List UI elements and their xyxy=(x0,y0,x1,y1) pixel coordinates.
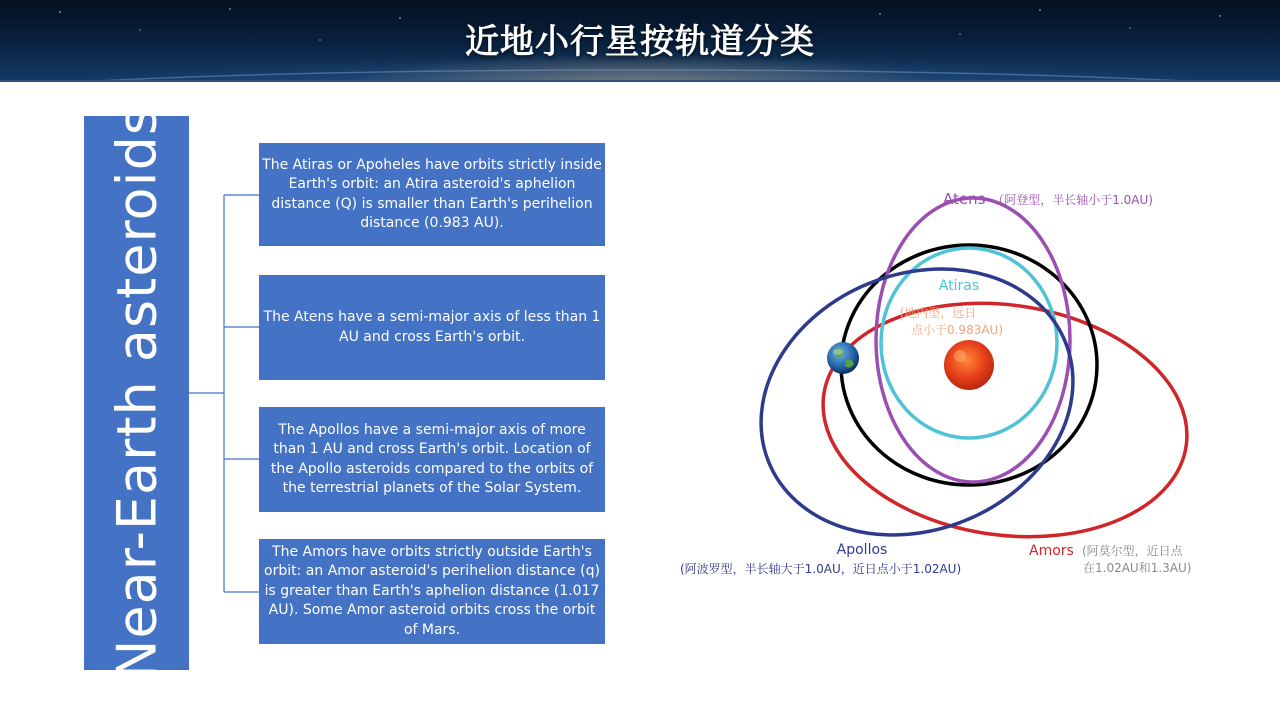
atens-label: Atens （阿登型，半长轴小于1.0AU) xyxy=(943,190,1153,208)
atiras-note-line1: (地内型，远日 xyxy=(899,306,977,320)
apollos-description-box xyxy=(259,407,605,512)
page-title: 近地小行星按轨道分类 xyxy=(465,22,815,62)
apollos-label: Apollos xyxy=(836,542,888,558)
amors-orbit xyxy=(808,281,1202,560)
amors-label: Amors xyxy=(1029,543,1074,559)
orbit-diagram xyxy=(670,180,1230,590)
amors-description-box xyxy=(259,539,605,644)
apollos-note: (阿波罗型，半长轴大于1.0AU，近日点小于1.02AU) xyxy=(680,562,962,576)
amors-note-line1: (阿莫尔型，近日点 xyxy=(1082,544,1183,558)
category-label: Near-Earth asteroids xyxy=(105,105,168,681)
sun-icon xyxy=(944,340,994,390)
amors-note-line2: 在1.02AU和1.3AU) xyxy=(1083,561,1192,575)
earth-icon xyxy=(827,342,859,374)
atiras-description: The Atiras or Apoheles have orbits strictly inside Earth's orbit: an Atira asteroid's aphelion distance (Q) is smaller than Earth's perihelion distance (0.983 AU). xyxy=(262,156,602,231)
apollos-description: The Apollos have a semi-major axis of more than 1 AU and cross Earth's orbit. Location of the Apollo asteroids compared to the orbits of the terrestrial planets of the Solar System. xyxy=(270,421,594,496)
atiras-label: Atiras xyxy=(938,278,980,294)
atiras-description-box xyxy=(259,143,605,246)
atiras-note-line2: 点小于0.983AU) xyxy=(910,323,1004,337)
atens-description: The Atens have a semi-major axis of less than 1 AU and cross Earth's orbit. xyxy=(263,309,601,345)
amors-description: The Amors have orbits strictly outside Earth's orbit: an Amor asteroid's perihelion distance (q) is greater than Earth's aphelion distance (1.017 AU). Some Amor asteroid orbits cross the orbit of Mars. xyxy=(264,543,600,638)
atens-description-box xyxy=(259,275,605,380)
